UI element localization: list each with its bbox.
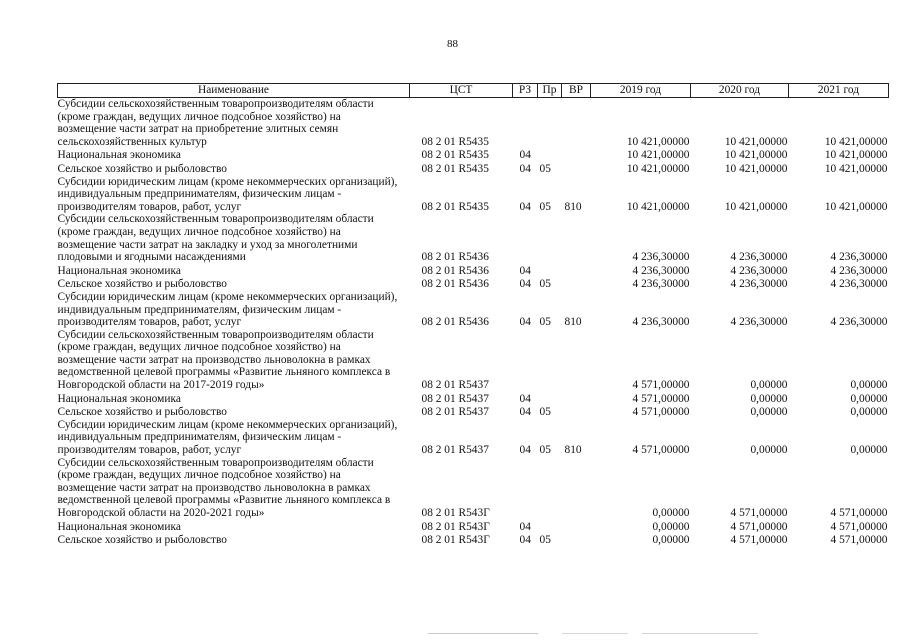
row-vr <box>562 520 591 534</box>
row-cst: 08 2 01 R543Г <box>421 507 490 519</box>
row-2019: 10 421,00000 <box>626 200 690 213</box>
row-2021: 10 421,00000 <box>824 149 888 162</box>
table-header-row <box>58 84 889 98</box>
row-cst: 08 2 01 R5437 <box>421 392 489 405</box>
row-2020: 4 236,30000 <box>730 264 788 277</box>
row-cst: 08 2 01 R5436 <box>421 264 489 277</box>
row-vr: 810 <box>564 200 582 213</box>
row-vr <box>562 98 591 149</box>
row-rz: 04 <box>519 444 531 457</box>
row-2020: 4 571,00000 <box>730 507 788 519</box>
row-cst: 08 2 01 R5437 <box>421 406 489 419</box>
row-pr <box>538 520 562 534</box>
header-vr: ВР <box>562 84 591 98</box>
row-pr <box>538 264 562 278</box>
table-row <box>58 148 889 162</box>
row-2020: 0,00000 <box>750 392 788 405</box>
row-pr: 05 <box>539 162 551 175</box>
row-pr: 05 <box>539 278 551 291</box>
header-rz: РЗ <box>513 84 538 98</box>
header-pr: Пр <box>538 84 562 98</box>
table-row <box>58 98 889 149</box>
row-vr <box>562 213 591 263</box>
row-vr <box>562 264 591 278</box>
row-2020: 10 421,00000 <box>724 200 788 213</box>
row-2021: 0,00000 <box>850 379 888 392</box>
row-2021: 10 421,00000 <box>824 135 888 148</box>
row-pr: 05 <box>539 316 551 329</box>
footer-rule <box>428 633 758 634</box>
row-pr <box>538 457 562 520</box>
row-rz: 04 <box>519 406 531 419</box>
row-cst: 08 2 01 R5437 <box>421 444 489 457</box>
row-2019: 4 571,00000 <box>632 444 690 457</box>
row-2021: 10 421,00000 <box>824 200 888 213</box>
row-2020: 10 421,00000 <box>724 135 788 148</box>
row-pr <box>538 98 562 149</box>
row-vr <box>562 277 591 291</box>
row-2021: 0,00000 <box>850 406 888 419</box>
row-2020: 4 571,00000 <box>730 534 788 547</box>
row-2020: 4 236,30000 <box>730 251 788 264</box>
row-2021: 4 571,00000 <box>830 507 888 519</box>
row-rz <box>513 457 538 520</box>
header-cst: ЦСТ <box>410 84 513 98</box>
row-2019: 4 236,30000 <box>632 316 690 329</box>
row-2021: 0,00000 <box>850 444 888 457</box>
table-row <box>58 277 889 291</box>
row-cst: 08 2 01 R5436 <box>421 278 489 291</box>
row-vr <box>562 392 591 406</box>
row-rz: 04 <box>519 278 531 291</box>
row-2019: 4 236,30000 <box>632 278 690 291</box>
row-name: Сельское хозяйство и рыболовство <box>57 278 227 291</box>
table-row <box>58 162 889 176</box>
row-2020: 4 571,00000 <box>730 520 788 533</box>
row-pr <box>538 148 562 162</box>
row-rz <box>513 213 538 263</box>
row-cst: 08 2 01 R5435 <box>421 162 489 175</box>
row-pr <box>538 329 562 392</box>
row-cst: 08 2 01 R5435 <box>421 200 489 213</box>
row-2021: 4 236,30000 <box>830 264 888 277</box>
row-2020: 10 421,00000 <box>724 149 788 162</box>
row-name: Субсидии сельскохозяйственным товаропроизводителям области (кроме граждан, ведущих личное подсобное хозяйство) на возмещение части затрат на производство льноволокна в рамках ведомственной целевой программы «Развитие льняного комплекса в Новгородской области на 2020-2021 годы» <box>57 456 391 519</box>
row-2020: 0,00000 <box>750 406 788 419</box>
row-vr <box>562 457 591 520</box>
row-rz: 04 <box>519 264 531 277</box>
row-2019: 4 571,00000 <box>632 379 690 392</box>
row-vr <box>562 533 591 547</box>
row-2019: 4 571,00000 <box>632 392 690 405</box>
row-rz: 04 <box>519 392 531 405</box>
row-name: Сельское хозяйство и рыболовство <box>57 406 227 419</box>
row-cst: 08 2 01 R543Г <box>421 520 490 533</box>
row-2021: 4 236,30000 <box>830 278 888 291</box>
row-vr <box>562 329 591 392</box>
table-row <box>58 533 889 547</box>
row-2021: 10 421,00000 <box>824 162 888 175</box>
row-name: Субсидии юридическим лицам (кроме некоммерческих организаций), индивидуальным предпринимателям, физическим лицам - производителям товаров, работ, услуг <box>57 418 398 457</box>
row-rz <box>513 329 538 392</box>
row-2019: 0,00000 <box>652 520 690 533</box>
header-2020: 2020 год <box>691 84 789 98</box>
row-vr <box>562 405 591 419</box>
row-rz <box>513 98 538 149</box>
table-row <box>58 405 889 419</box>
row-vr <box>562 148 591 162</box>
row-name: Субсидии сельскохозяйственным товаропроизводителям области (кроме граждан, ведущих личное подсобное хозяйство) на возмещение части затрат на закладку и уход за многолетними плодовыми и ягодными насаждениями <box>57 213 374 264</box>
header-name: Наименование <box>58 84 410 98</box>
budget-table <box>57 83 889 547</box>
row-name: Субсидии юридическим лицам (кроме некоммерческих организаций), индивидуальным предпринимателям, физическим лицам - производителям товаров, работ, услуг <box>57 175 398 213</box>
row-2019: 0,00000 <box>652 534 690 547</box>
row-2020: 0,00000 <box>750 379 788 392</box>
row-2019: 10 421,00000 <box>626 162 690 175</box>
row-pr: 05 <box>539 406 551 419</box>
row-vr: 810 <box>564 316 582 329</box>
row-2020: 10 421,00000 <box>724 162 788 175</box>
row-name: Национальная экономика <box>57 149 181 162</box>
row-pr <box>538 392 562 406</box>
row-name: Субсидии сельскохозяйственным товаропроизводителям области (кроме граждан, ведущих личное подсобное хозяйство) на возмещение части затрат на приобретение элитных семян сельскохозяйственных культур <box>57 98 374 148</box>
row-cst: 08 2 01 R5435 <box>421 135 489 148</box>
row-rz: 04 <box>519 162 531 175</box>
row-name: Субсидии юридическим лицам (кроме некоммерческих организаций), индивидуальным предпринимателям, физическим лицам - производителям товаров, работ, услуг <box>57 290 398 329</box>
row-2019: 4 236,30000 <box>632 251 690 264</box>
row-cst: 08 2 01 R5436 <box>421 316 489 329</box>
row-name: Национальная экономика <box>57 392 181 405</box>
row-name: Национальная экономика <box>57 520 181 533</box>
row-2019: 4 571,00000 <box>632 406 690 419</box>
table-row <box>58 329 889 392</box>
row-cst: 08 2 01 R5437 <box>421 379 489 392</box>
row-pr: 05 <box>539 534 551 547</box>
row-rz: 04 <box>519 520 531 533</box>
table-row <box>58 264 889 278</box>
table-row <box>58 457 889 520</box>
table-row <box>58 291 889 329</box>
row-name: Сельское хозяйство и рыболовство <box>57 162 227 175</box>
row-2020: 4 236,30000 <box>730 278 788 291</box>
row-2019: 0,00000 <box>652 507 690 519</box>
table-row <box>58 213 889 263</box>
page-number: 88 <box>447 38 458 50</box>
row-2021: 0,00000 <box>850 392 888 405</box>
row-rz: 04 <box>519 200 531 213</box>
row-2021: 4 571,00000 <box>830 520 888 533</box>
row-2019: 10 421,00000 <box>626 135 690 148</box>
row-2021: 4 571,00000 <box>830 534 888 547</box>
row-pr: 05 <box>539 444 551 457</box>
row-2019: 4 236,30000 <box>632 264 690 277</box>
row-2021: 4 236,30000 <box>830 251 888 264</box>
row-pr: 05 <box>539 200 551 213</box>
header-2019: 2019 год <box>591 84 691 98</box>
row-cst: 08 2 01 R543Г <box>421 534 490 547</box>
row-2021: 4 236,30000 <box>830 316 888 329</box>
row-name: Национальная экономика <box>57 264 181 277</box>
row-vr <box>562 162 591 176</box>
row-rz: 04 <box>519 316 531 329</box>
row-rz: 04 <box>519 534 531 547</box>
table-row <box>58 176 889 214</box>
row-rz: 04 <box>519 149 531 162</box>
row-name: Субсидии сельскохозяйственным товаропроизводителям области (кроме граждан, ведущих личное подсобное хозяйство) на возмещение части затрат на производство льноволокна в рамках ведомственной целевой программы «Развитие льняного комплекса в Новгородской области на 2017-2019 годы» <box>57 328 391 392</box>
row-2020: 0,00000 <box>750 444 788 457</box>
table-row <box>58 392 889 406</box>
row-cst: 08 2 01 R5436 <box>421 251 489 264</box>
row-pr <box>538 213 562 263</box>
row-name: Сельское хозяйство и рыболовство <box>57 534 227 547</box>
row-2020: 4 236,30000 <box>730 316 788 329</box>
table-row <box>58 520 889 534</box>
row-vr: 810 <box>564 444 582 457</box>
row-cst: 08 2 01 R5435 <box>421 149 489 162</box>
header-2021: 2021 год <box>789 84 889 98</box>
table-row <box>58 419 889 457</box>
row-2019: 10 421,00000 <box>626 149 690 162</box>
